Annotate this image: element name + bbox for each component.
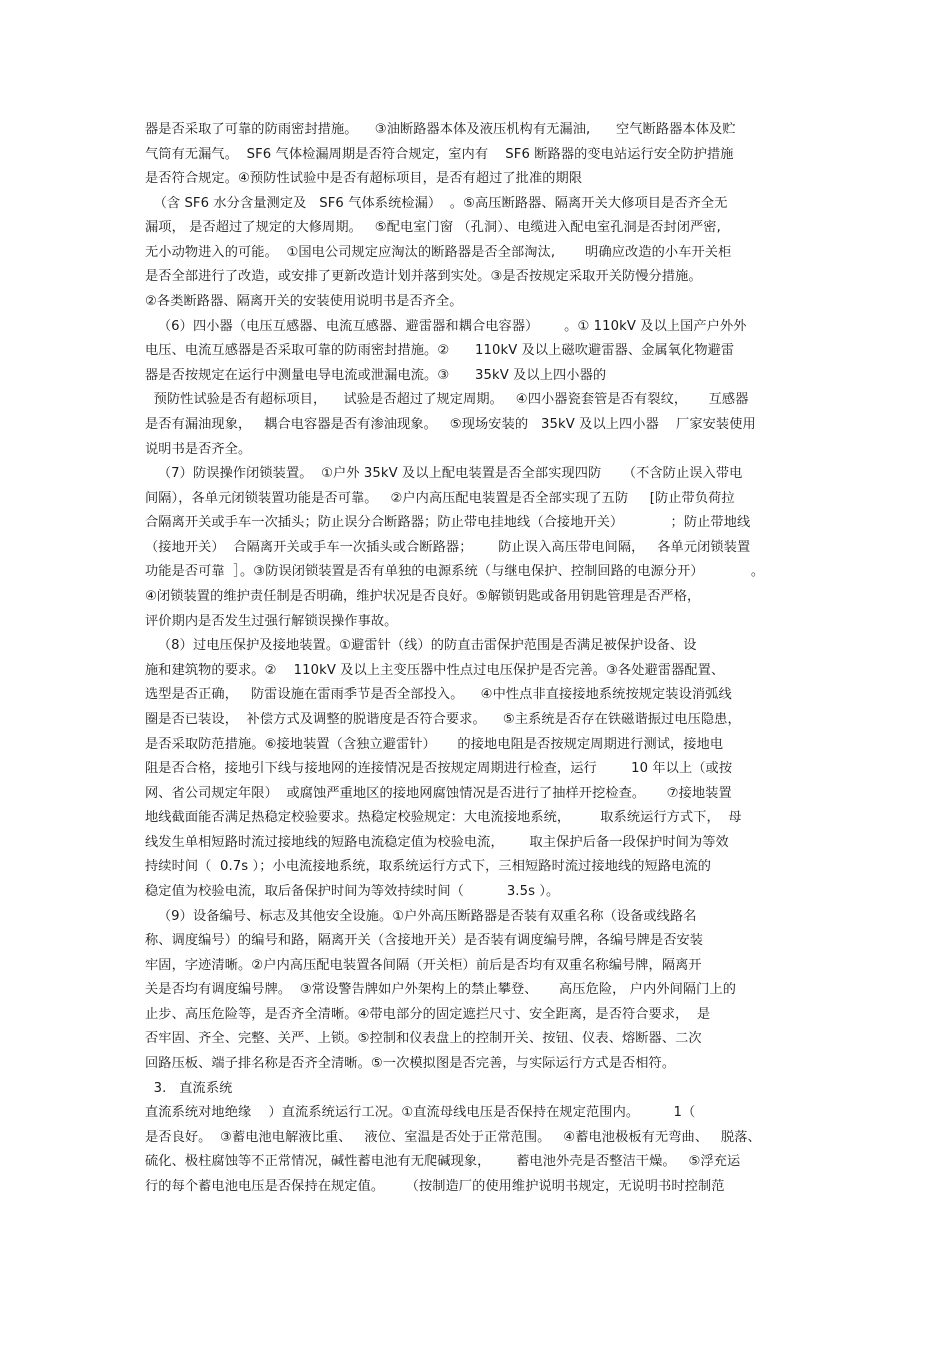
text-line: 说明书是否齐全。 <box>145 441 252 457</box>
text-line: 器是否采取了可靠的防雨密封措施。 ③油断路器本体及液压机构有无漏油, 空气断路器本体及贮 <box>145 122 736 137</box>
text-line: 地线截面能否满足热稳定校验要求。热稳定校验规定：大电流接地系统， 取系统运行方式下， 母 <box>145 810 742 826</box>
text-line: 合隔离开关或手车一次插头；防止误分合断路器；防止带电挂地线（合接地开关） ；防止带地线 <box>145 515 751 531</box>
text-line: （含 SF6 水分含量测定及 SF6 气体系统检漏） 。⑤高压断路器、隔离开关大修项目是否齐全无 <box>145 195 728 211</box>
text-line: 牢固，字迹清晰。②户内高压配电装置各间隔（开关柜）前后是否均有双重名称编号牌，隔离开 <box>145 957 702 973</box>
text-line: （7）防误操作闭锁装置。 ①户外 35kV 及以上配电装置是否全部实现四防 （不含防止误入带电 <box>145 466 743 482</box>
text-line: 器是否按规定在运行中测量电导电流或泄漏电流。③ 35kV 及以上四小器的 <box>145 367 607 383</box>
text-line: 预防性试验是否有超标项目， 试验是否超过了规定周期。 ④四小器瓷套管是否有裂纹， 互感器 <box>145 392 749 408</box>
text-line: 是否采取防范措施。⑥接地装置（含独立避雷针） 的接地电阻是否按规定周期进行测试，接地电 <box>145 736 724 752</box>
text-line: 止步、高压危险等，是否齐全清晰。④带电部分的固定遮拦尺寸、安全距离，是否符合要求， 是 <box>145 1006 711 1022</box>
text-line: 阻是否合格，接地引下线与接地网的连接情况是否按规定周期进行检查，运行 10 年以上（或按 <box>145 761 733 777</box>
text-line: （9）设备编号、标志及其他安全设施。①户外高压断路器是否装有双重名称（设备或线路名 <box>145 908 697 924</box>
text-line: （接地开关） 合隔离开关或手车一次插头或合断路器； 防止误入高压带电间隔， 各单元闭锁装置 <box>145 539 751 555</box>
text-line: 气筒有无漏气。 SF6 气体检漏周期是否符合规定，室内有 SF6 断路器的变电站运行安全防护措施 <box>145 146 734 162</box>
text-line: 施和建筑物的要求。② 110kV 及以上主变压器中性点过电压保护是否完善。③各处避雷器配置、 <box>145 662 725 678</box>
text-line: 稳定值为校验电流，取后备保护时间为等效持续时间（ 3.5s ）。 <box>145 883 560 899</box>
text-line: 直流系统对地绝缘 ）直流系统运行工况。①直流母线电压是否保持在规定范围内。 1（ <box>145 1105 696 1121</box>
text-line: 是否全部进行了改造，或安排了更新改造计划并落到实处。③是否按规定采取开关防慢分措施。 <box>145 269 702 285</box>
text-line: 回路压板、端子排名称是否齐全清晰。⑤一次模拟图是否完善，与实际运行方式是否相符。 <box>145 1056 676 1072</box>
text-line: 行的每个蓄电池电压是否保持在规定值。 （按制造厂的使用维护说明书规定，无说明书时控制范 <box>145 1178 725 1194</box>
text-line: 间隔），各单元闭锁装置功能是否可靠。 ②户内高压配电装置是否全部实现了五防 [防止带负荷拉 <box>145 490 735 506</box>
text-line: 是否良好。 ③蓄电池电解液比重、 液位、室温是否处于正常范围。 ④蓄电池极板有无弯曲、 脱落、 <box>145 1129 761 1145</box>
text-line: 圈是否已装设， 补偿方式及调整的脱谐度是否符合要求。 ⑤主系统是否存在铁磁谐振过电压隐患， <box>145 711 741 727</box>
text-line: ④闭锁装置的维护责任制是否明确，维护状况是否良好。⑤解锁钥匙或备用钥匙管理是否严格， <box>145 589 701 605</box>
text-line: 硫化、极柱腐蚀等不正常情况，碱性蓄电池有无爬碱现象， 蓄电池外壳是否整洁干燥。 ⑤浮充运 <box>145 1154 741 1170</box>
text-line: 是否有漏油现象， 耦合电容器是否有渗油现象。 ⑤现场安装的 35kV 及以上四小器 厂家安装使用 <box>145 416 756 432</box>
text-line: 无小动物进入的可能。 ①国电公司规定应淘汰的断路器是否全部淘汰, 明确应改造的小车开关柜 <box>145 244 732 260</box>
text-line: 电压、电流互感器是否采取可靠的防雨密封措施。② 110kV 及以上磁吹避雷器、金属氧化物避雷 <box>145 343 735 359</box>
text-line: （8）过电压保护及接地装置。①避雷针（线）的防直击雷保护范围是否满足被保护设备、设 <box>145 638 697 654</box>
text-line: 网、省公司规定年限） 或腐蚀严重地区的接地网腐蚀情况是否进行了抽样开挖检查。 ⑦接地装置 <box>145 785 732 801</box>
text-line: 关是否均有调度编号牌。 ③常设警告牌如户外架构上的禁止攀登、 高压危险， 户内外间隔门上的 <box>145 982 737 998</box>
text-line: 称、调度编号）的编号和路，隔离开关（含接地开关）是否装有调度编号牌，各编号牌是否安装 <box>145 933 704 949</box>
text-line: 选型是否正确， 防雷设施在雷雨季节是否全部投入。 ④中性点非直接接地系统按规定装设消弧线 <box>145 687 732 703</box>
text-line: （6）四小器（电压互感器、电流互感器、避雷器和耦合电容器） 。① 110kV 及以上国产户外外 <box>145 318 747 334</box>
text-line: 3. 直流系统 <box>145 1080 233 1096</box>
text-line: 否牢固、齐全、完整、关严、上锁。⑤控制和仪表盘上的控制开关、按钮、仪表、熔断器、二次 <box>145 1031 702 1047</box>
text-line: 评价期内是否发生过强行解锁误操作事故。 <box>145 613 398 629</box>
text-line: 是否符合规定。④预防性试验中是否有超标项目，是否有超过了批准的期限 <box>145 171 583 187</box>
text-line: 持续时间（ 0.7s ）；小电流接地系统，取系统运行方式下，三相短路时流过接地线的短路电流的 <box>145 859 712 875</box>
text-line: 漏项， 是否超过了规定的大修周期。 ⑤配电室门窗 （孔洞）、电缆进入配电室孔洞是否封闭严密, <box>145 220 721 236</box>
text-line: ②各类断路器、隔离开关的安装使用说明书是否齐全。 <box>145 294 463 310</box>
text-line: 线发生单相短路时流过接地线的短路电流稳定值为校验电流， 取主保护后备一段保护时间为等效 <box>145 834 729 850</box>
text-line: 功能是否可靠 ］。③防误闭锁装置是否有单独的电源系统（与继电保护、控制回路的电源分开） 。 <box>145 564 765 580</box>
